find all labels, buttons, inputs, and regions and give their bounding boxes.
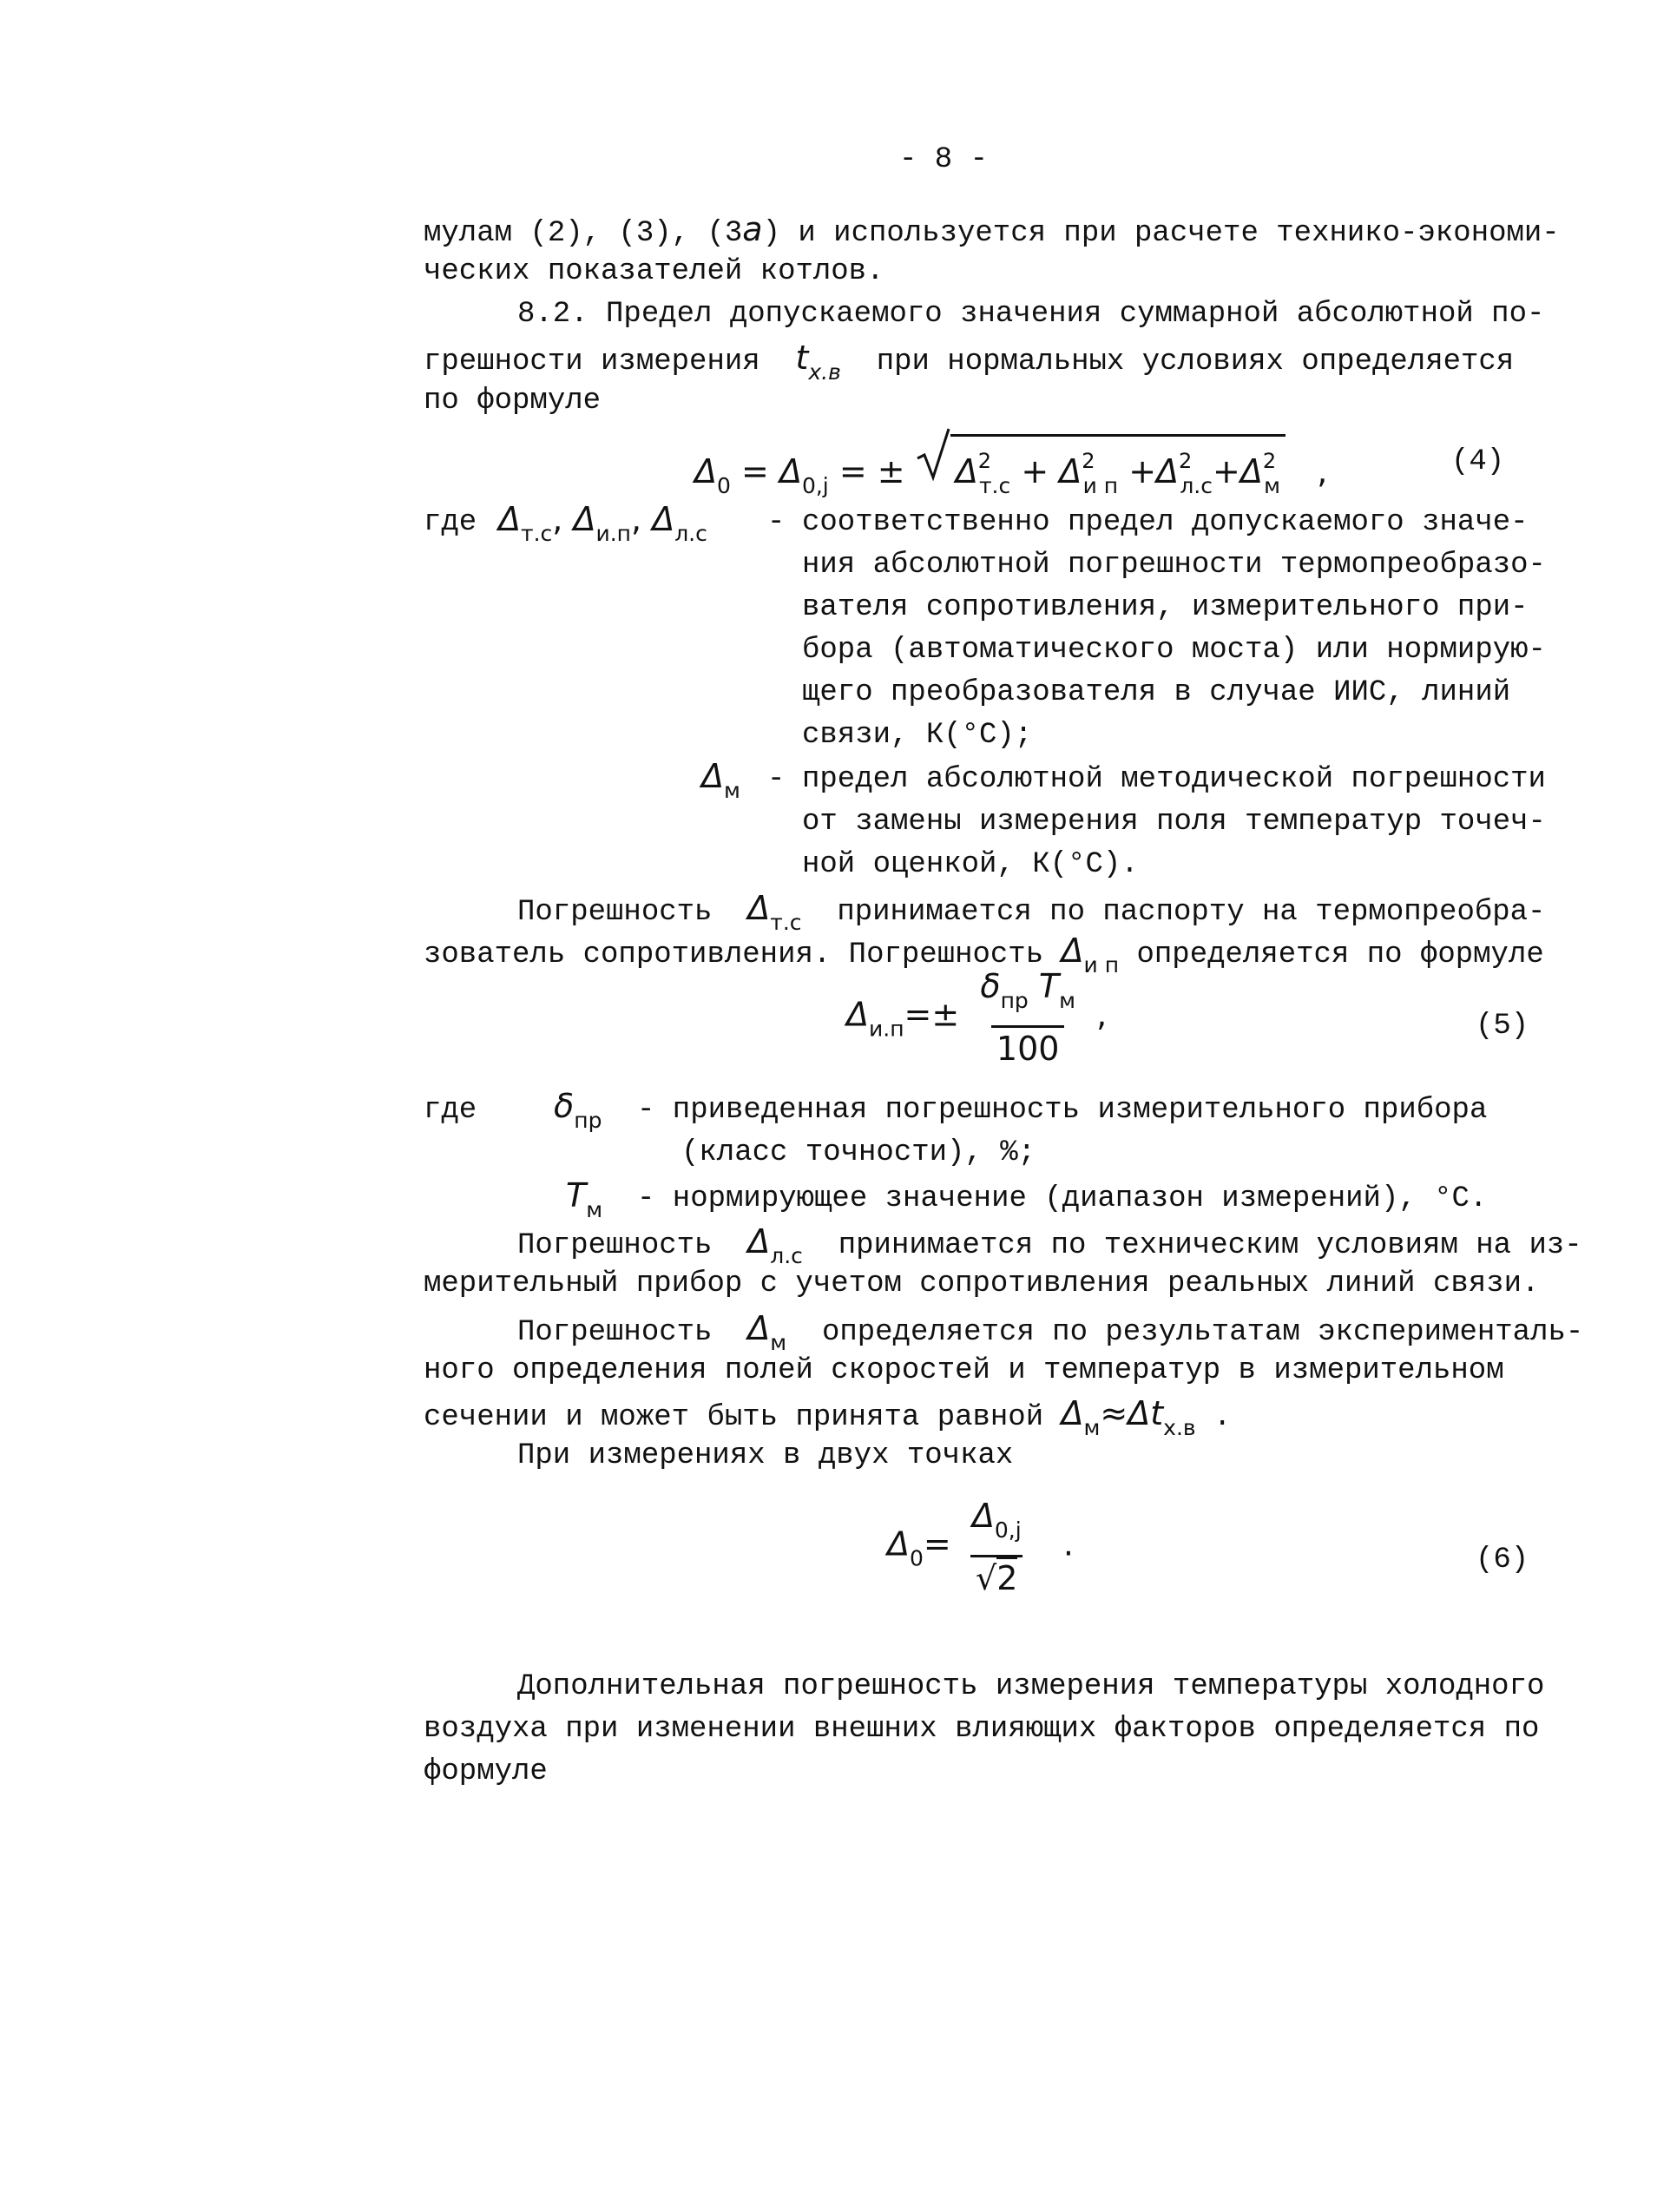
where-1-dash-2: - (767, 763, 786, 796)
f4-term2-sub: и п (1082, 473, 1119, 498)
f6-dot: . (1062, 1524, 1075, 1564)
formula-6-number: (6) (1476, 1544, 1529, 1577)
where-1-delta-m (701, 755, 740, 812)
where-1-desc-5: связи, К(°С); (802, 719, 1033, 752)
f4-term4-pow: 2 (1262, 449, 1277, 473)
sqrt-sign-icon: √ (976, 1559, 997, 1597)
intro-line-1-text: мулам (2), (3), (3 (424, 217, 743, 250)
f5-denominator: 100 (991, 1025, 1065, 1070)
formula-4-number: (4) (1451, 445, 1505, 478)
page-number: - 8 - (899, 143, 989, 176)
f4-plus-minus: ± (877, 452, 905, 490)
f4-term2: Δ (1059, 452, 1082, 490)
section-8-2-line-3: по формуле (424, 385, 602, 418)
w1-dm-sub: м (724, 778, 740, 803)
section-8-2-line-1: 8.2. Предел допускаемого значения суммарной абсолютной по- (517, 298, 1545, 331)
f5-delta-sub: пр (1000, 988, 1029, 1013)
para-lc-a: Погрешность (517, 1229, 713, 1262)
where-1-desc-2: вателя сопротивления, измерительного при- (802, 591, 1529, 624)
formula-4: $\Delta_0 = \Delta_{0,j}$ = ± $\Delta^2_{т.с} + \Delta^2_{и п} +\Delta^2_{л.с}+\Delta^2_м$ , (694, 434, 1327, 507)
f6-numerator-sub: 0,j (994, 1517, 1022, 1543)
f4-term1: Δ (955, 452, 978, 490)
w1-d3: Δ (652, 500, 675, 538)
f4-term3-sub: л.с (1180, 473, 1213, 498)
f6-lhs: Δ (887, 1524, 910, 1564)
w1-d1: Δ (498, 500, 521, 538)
f4-mid: Δ (779, 452, 802, 490)
para-m-dt: Δt (1128, 1394, 1164, 1432)
two-points-line: При измерениях в двух точках (517, 1439, 1014, 1472)
para-ip-symbol: $\Delta_{и п}$ (1061, 932, 1120, 978)
para-ip-sub: и п (1083, 952, 1120, 978)
w1-s1: т.с (521, 521, 553, 546)
intro-line-2: ческих показателей котлов. (424, 255, 884, 288)
para-m-dt-sub: х.в (1163, 1415, 1196, 1440)
f5-delta: δ (980, 967, 1001, 1005)
para-m-line3-text: сечении и может быть принята равной (424, 1401, 1044, 1434)
para-m-b: определяется по результатам эксперименталь- (821, 1316, 1584, 1349)
f4-term4-sub: м (1264, 473, 1280, 498)
f4-term3: Δ (1156, 452, 1180, 490)
f6-numerator: Δ (971, 1497, 995, 1535)
where-2-delta (554, 1085, 602, 1142)
f6-den-value: 2 (996, 1559, 1018, 1597)
f6-denominator (970, 1555, 1022, 1599)
para-tc-line2-a: зователь сопротивления. Погрешность (424, 938, 1044, 971)
var-a: а (742, 210, 763, 248)
sec82-line2-b: при нормальных условиях определяется (876, 346, 1515, 379)
para-lc-b: принимается по техническим условиям на из- (838, 1229, 1582, 1262)
sqrt-sign-icon (916, 427, 950, 481)
where-2-label: где (424, 1094, 477, 1127)
para-m-symbol: $\Delta_м$ (747, 1309, 787, 1355)
f4-term4: Δ (1239, 452, 1263, 490)
f4-mid-sub: 0,j (801, 473, 829, 498)
formula-6 (887, 1493, 1074, 1599)
para-tc-b: принимается по паспорту на термопреобра- (837, 896, 1546, 929)
where-1-label: где (424, 506, 477, 539)
para-m-equation: $\Delta_м\approx\Delta t_{х.в}$ (1061, 1394, 1196, 1440)
w1-s3: л.с (674, 521, 707, 546)
para-m-line-2: ного определения полей скоростей и температур в измерительном (424, 1354, 1504, 1387)
t-symbol: t (795, 339, 809, 377)
para-m-dot: . (1213, 1401, 1232, 1434)
intro-line-1 (424, 208, 1560, 255)
where-1-dash: - (767, 506, 786, 539)
where-2-desc-1: - приведенная погрешность измерительного прибора (637, 1094, 1488, 1127)
f5-T: T (1038, 967, 1060, 1005)
where-1-dm-desc-1: от замены измерения поля температур точеч- (802, 806, 1546, 839)
where-2-desc-1b: (класс точности), %; (681, 1136, 1036, 1169)
f4-term1-sub: т.с (978, 473, 1011, 498)
f4-comma: , (1317, 452, 1328, 490)
w2-T: T (566, 1176, 587, 1215)
para-m-sub: м (770, 1330, 787, 1355)
para-m-a: Погрешность (517, 1316, 713, 1349)
f5-fraction (975, 964, 1081, 1070)
f4-lhs: Δ (694, 452, 717, 490)
w1-s2: и.п (595, 521, 631, 546)
w2-delta: δ (554, 1087, 575, 1125)
intro-line-1-end: ) и используется при расчете технико-экономи- (762, 217, 1560, 250)
f4-term2-pow: 2 (1082, 449, 1095, 473)
f5-lhs: Δ (846, 995, 869, 1034)
var-t-xv (795, 339, 841, 385)
where-2-desc-2: - нормирующее значение (диапазон измерений), °С. (637, 1182, 1488, 1215)
f5-T-sub: м (1059, 988, 1075, 1013)
f4-term1-pow: 2 (977, 449, 991, 473)
para-lc-sub: л.с (770, 1243, 803, 1268)
where-1-symbols: $\Delta_{т.с}$, $\Delta_{и.п}$, $\Delta_{л.с}$ (498, 500, 707, 546)
sec82-line2-a: грешности измерения (424, 346, 760, 379)
para-lc-symbol: $\Delta_{л.с}$ (747, 1222, 803, 1268)
f5-eq: =± (904, 995, 960, 1034)
extra-line-3: формуле (424, 1755, 548, 1788)
w1-dm: Δ (701, 757, 724, 795)
f6-fraction (967, 1493, 1027, 1599)
f4-term3-pow: 2 (1179, 449, 1193, 473)
w2-T-sub: м (586, 1197, 603, 1222)
para-tc-line2-b: определяется по формуле (1136, 938, 1544, 971)
para-tc-a: Погрешность (517, 896, 713, 929)
para-lc-line-2: мерительный прибор с учетом сопротивления реальных линий связи. (424, 1267, 1540, 1300)
extra-line-1: Дополнительная погрешность измерения температуры холодного (517, 1670, 1545, 1703)
extra-line-2: воздуха при изменении внешних влияющих факторов определяется по (424, 1713, 1540, 1746)
where-1-desc-3: бора (автоматического моста) или нормирую- (802, 634, 1546, 667)
w2-delta-sub: пр (574, 1108, 602, 1133)
f4-lhs-sub: 0 (717, 473, 731, 498)
f5-lhs-sub: и.п (869, 1016, 904, 1042)
para-m-approx: ≈ (1100, 1394, 1128, 1432)
formula-5-number: (5) (1476, 1010, 1529, 1043)
t-subscript: х.в (808, 359, 841, 385)
where-1-desc-0: соответственно предел допускаемого значе- (802, 506, 1529, 539)
formula-5 (846, 964, 1107, 1070)
para-m-eq-sub: м (1083, 1415, 1101, 1440)
f6-lhs-sub: 0 (910, 1545, 924, 1571)
para-tc-sub: т.с (770, 910, 802, 935)
f5-comma: , (1096, 995, 1108, 1034)
para-tc-symbol: $\Delta_{т.с}$ (747, 889, 802, 935)
where-1-desc-1: ния абсолютной погрешности термопреобразо- (802, 549, 1546, 582)
where-1-desc-4: щего преобразователя в случае ИИС, линий (802, 676, 1511, 709)
where-1-dm-desc-0: предел абсолютной методической погрешности (802, 763, 1546, 796)
f4-sqrt: $\Delta^2_{т.с} + \Delta^2_{и п} +\Delta^2_{л.с}+\Delta^2_м$ (916, 434, 1285, 507)
where-1-dm-desc-2: ной оценкой, К(°С). (802, 848, 1139, 881)
w1-d2: Δ (573, 500, 596, 538)
f6-eq: = (923, 1524, 951, 1564)
